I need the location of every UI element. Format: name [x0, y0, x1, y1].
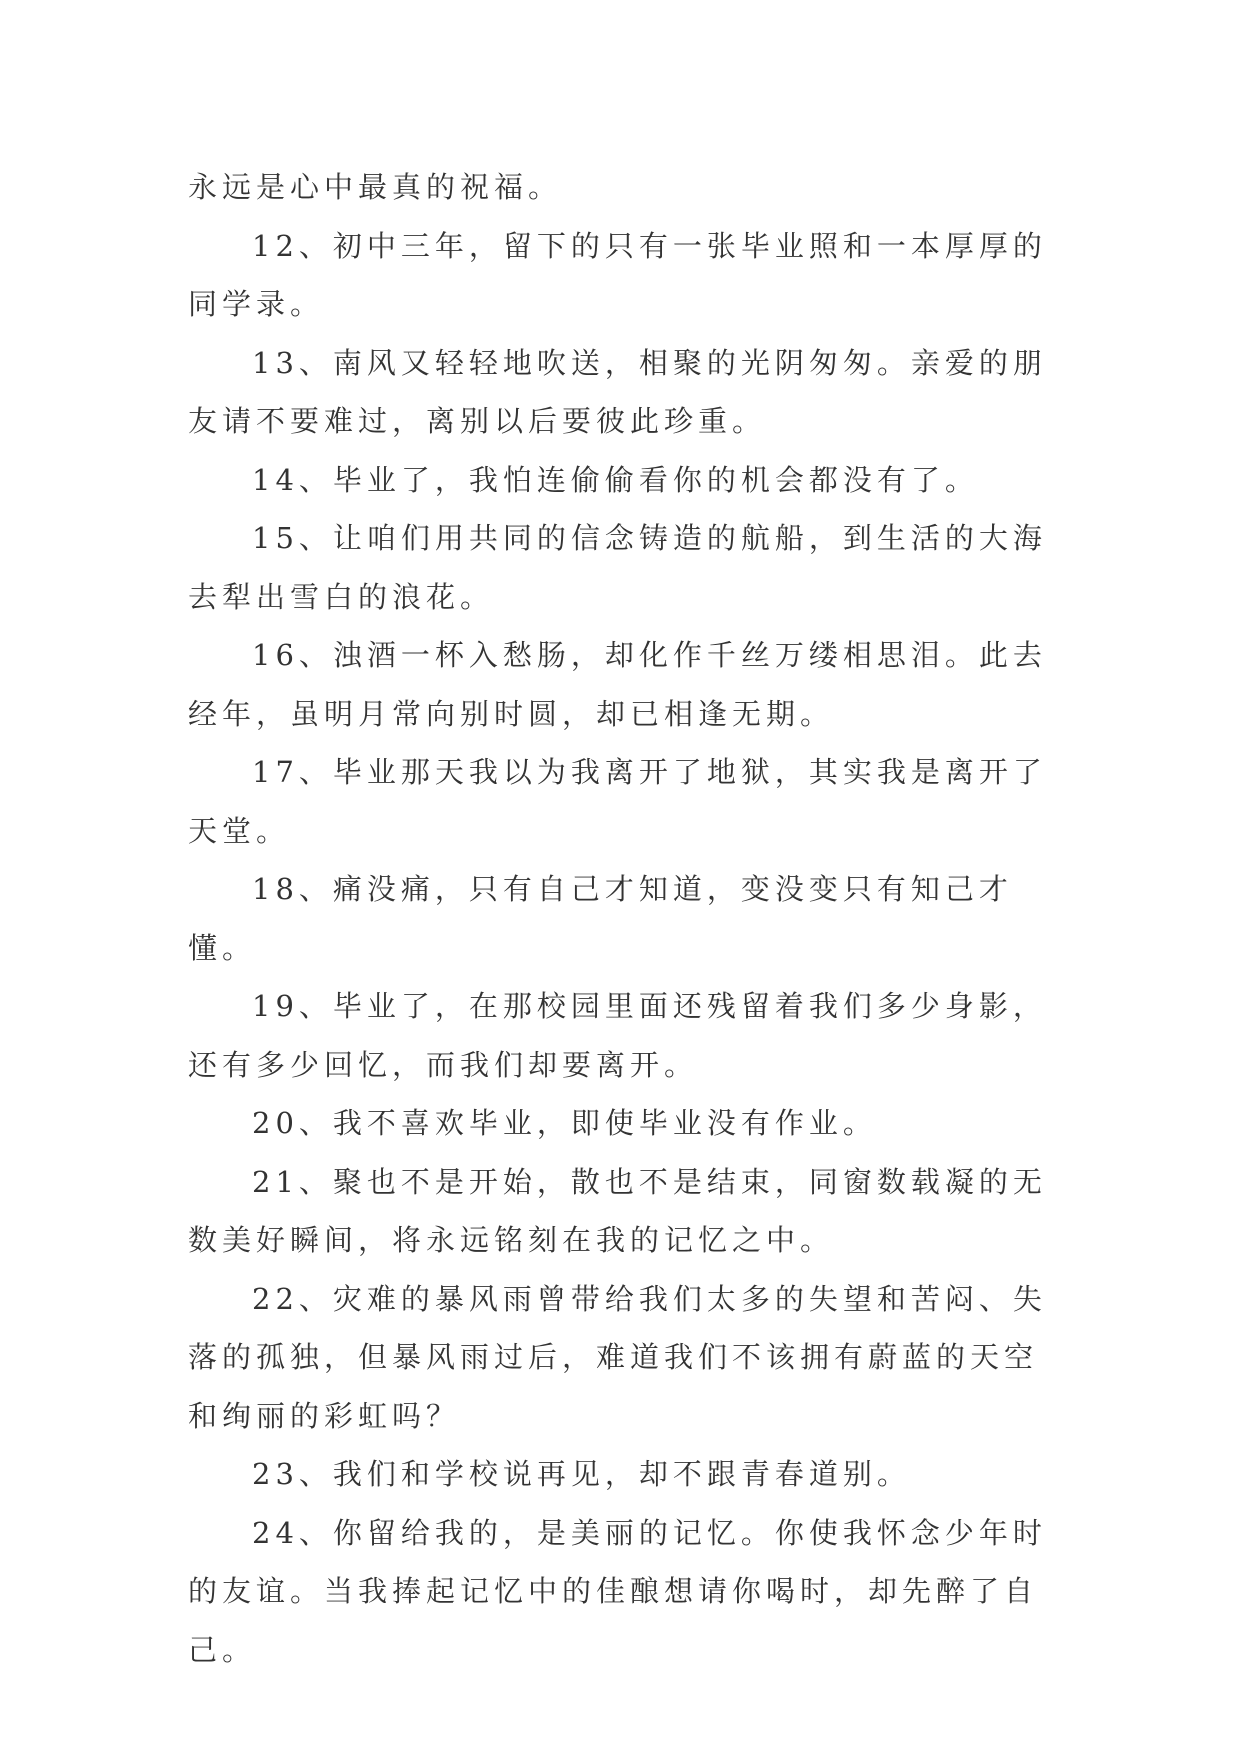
paragraph: 14、毕业了，我怕连偷偷看你的机会都没有了。 — [252, 462, 979, 497]
paragraph: 13、南风又轻轻地吹送，相聚的光阴匆匆。亲爱的朋友请不要难过，离别以后要彼此珍重。 — [188, 345, 1047, 438]
paragraph: 23、我们和学校说再见，却不跟青春道别。 — [252, 1457, 911, 1491]
paragraph: 15、让咱们用共同的信念铸造的航船，到生活的大海去犁出雪白的浪花。 — [188, 521, 1047, 614]
paragraph: 18、痛没痛，只有自己才知道，变没变只有知己才懂。 — [188, 872, 1013, 965]
paragraph: 22、灾难的暴风雨曾带给我们太多的失望和苦闷、失落的孤独，但暴风雨过后，难道我们不该拥有蔚蓝的天空和绚丽的彩虹吗？ — [188, 1281, 1047, 1433]
paragraph: 21、聚也不是开始，散也不是结束，同窗数载凝的无数美好瞬间，将永远铭刻在我的记忆之中。 — [188, 1164, 1047, 1257]
paragraph: 24、你留给我的，是美丽的记忆。你使我怀念少年时的友谊。当我捧起记忆中的佳酿想请你喝时，却先醉了自己。 — [188, 1515, 1047, 1667]
document-body — [188, 158, 1058, 1679]
paragraph: 16、浊酒一杯入愁肠，却化作千丝万缕相思泪。此去经年，虽明月常向别时圆，却已相逢无期。 — [188, 638, 1047, 731]
paragraph: 17、毕业那天我以为我离开了地狱，其实我是离开了天堂。 — [188, 755, 1047, 848]
paragraph: 20、我不喜欢毕业，即使毕业没有作业。 — [252, 1106, 877, 1140]
paragraph: 永远是心中最真的祝福。 — [188, 170, 563, 204]
paragraph: 19、毕业了，在那校园里面还残留着我们多少身影，还有多少回忆，而我们却要离开。 — [188, 989, 1047, 1082]
paragraph: 12、初中三年，留下的只有一张毕业照和一本厚厚的同学录。 — [188, 228, 1047, 321]
